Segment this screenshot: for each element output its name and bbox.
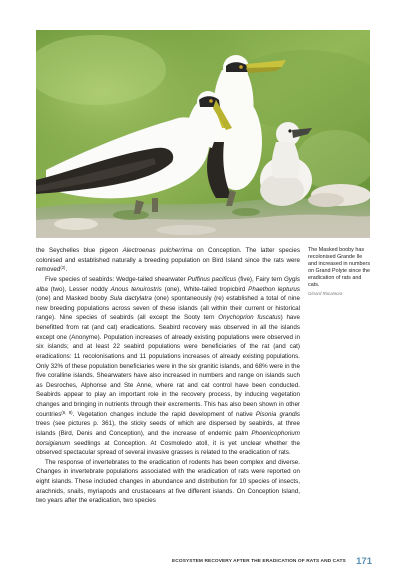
caption-text: The Masked booby has recolonised Grande Ile and increased in numbers on Grand Polyte since the eradication of rats and cats. (308, 247, 371, 289)
photo-caption (308, 247, 372, 297)
page-footer (172, 556, 372, 568)
photo-credit: Gérard Rocamora (308, 291, 343, 297)
paragraph-2: Five species of seabirds: Wedge-tailed shearwater Puffinus pacificus (five), Fairy tern Gygis alba (two), Lesser noddy Anous tenuirostris (one), White-tailed tropicbird Phaethon lepturus (one) and Masked booby Sula dactylatra (one) spontaneously (re) established a total of nine new breeding populations across seven of these islands (all within their current or historical range). Nine species of seabirds (all except the Sooty tern Onychoprion fuscatus) have benefitted from rat (and cat) eradications. Seabird recovery was observed in all the islands except one (Anonyme). Population increases of already existing populations were observed in six islands; and at least 22 seabird populations were beneficiaries of the rat (and cat) eradications: 11 recolonisations and 11 populations increases of already existing populations. Only 32% of these population beneficiaries were in the six granitic islands, and 68% were in the five coralline islands. Shearwaters have also increased in numbers and range on islands such as Desroches, Alphonse and Ste Anne, where rat and cat control have been conducted. Seabirds appear to play an important role in the recovery process, by inducing vegetation changes and bringing in nutrients through their excrements. This has also been shown in other countries$^{(6, 8)}$. Vegetation changes include the rapid development of native Pisonia grandis trees (see pictures p. 361), the sticky seeds of which are dispersed by seabirds, at three islands (Bird, Denis and Conception), and the increase of endemic palm Phoenicophorium borsigianum seedlings at Conception. At Cosmoledo atoll, it is yet unclear whether the observed spectacular spread of several invasive grasses is related to the eradication of rats. (36, 275, 301, 457)
paragraph-3: The response of invertebrates to the eradication of rodents has been complex and diverse. Changes in invertebrate populations associated with the eradication of rats were reported on eight islands. These included changes in abundance and distribution for 10 species of insects, arachnids, snails, myriapods and crustaceans at five different islands. On Conception Island, two years after the eradication, two species (36, 458, 300, 505)
paragraph-1: the Seychelles blue pigeon Alectroenas pulcherrima on Conception. The latter species colonised and established naturally a breeding population on Bird Island since the rats were removed$^{(2)}$. (36, 247, 300, 274)
article-body (36, 246, 300, 506)
masked-booby-photo (36, 30, 370, 238)
page-number: 171 (356, 556, 372, 567)
running-footer-title: ECOSYSTEM RECOVERY AFTER THE ERADICATION OF RATS AND CATS (172, 559, 346, 564)
